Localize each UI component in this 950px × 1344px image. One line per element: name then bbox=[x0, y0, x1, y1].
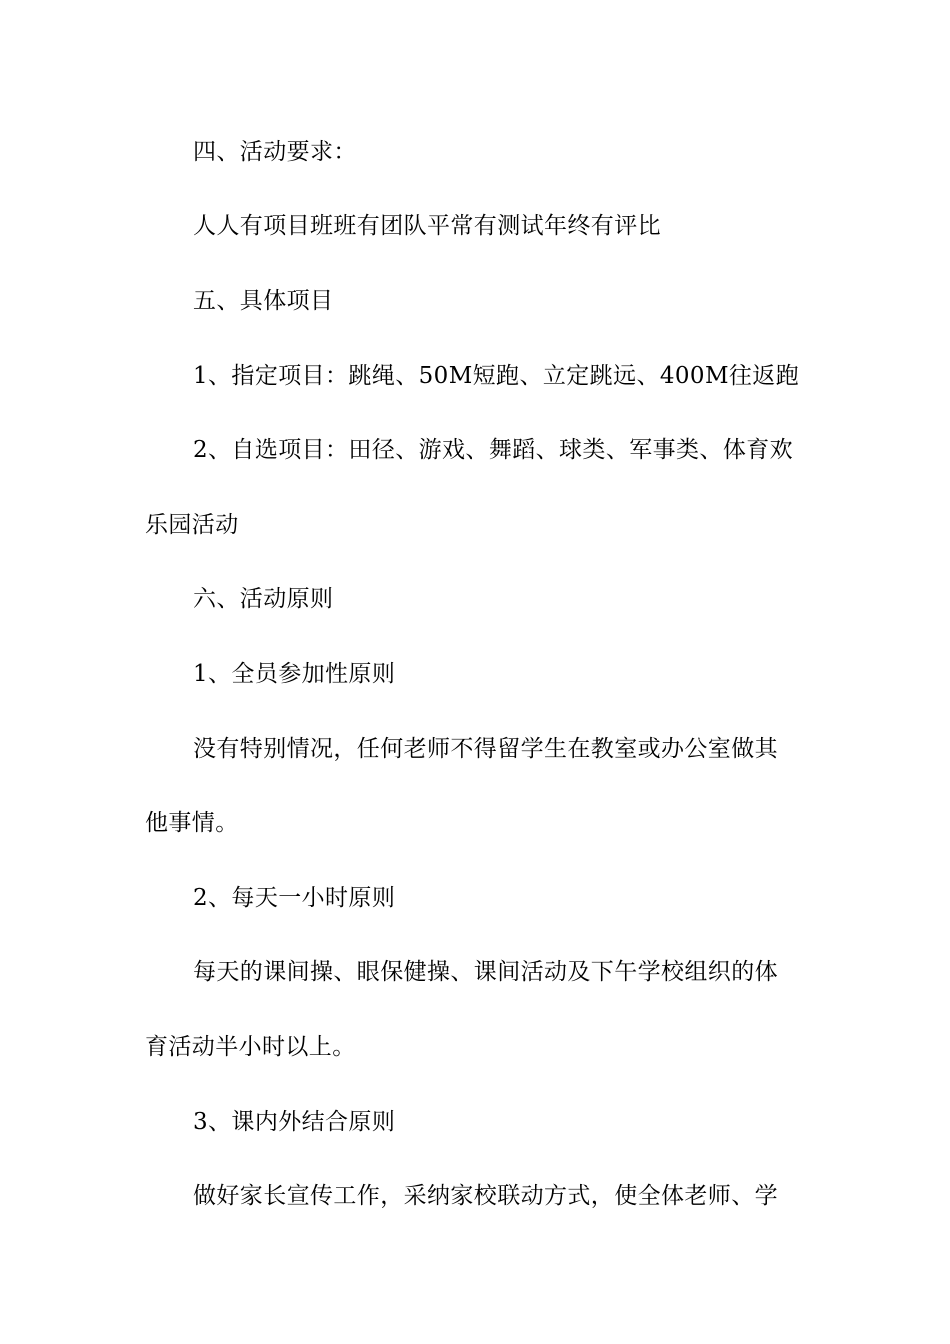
paragraph-one-hour-daily-cont: 育活动半小时以上。 bbox=[145, 1034, 356, 1060]
section-heading-principles: 六、活动原则 bbox=[193, 586, 334, 612]
paragraph-in-out-class: 做好家长宣传工作，采纳家校联动方式，使全体老师、学 bbox=[193, 1183, 778, 1209]
paragraph-requirements: 人人有项目班班有团队平常有测试年终有评比 bbox=[193, 213, 661, 239]
subheading-full-participation: 1、全员参加性原则 bbox=[193, 661, 396, 687]
paragraph-full-participation: 没有特别情况，任何老师不得留学生在教室或办公室做其 bbox=[193, 736, 778, 762]
list-item-optional-projects-cont: 乐园活动 bbox=[145, 512, 239, 538]
paragraph-full-participation-cont: 他事情。 bbox=[145, 810, 239, 836]
subheading-one-hour-daily: 2、每天一小时原则 bbox=[193, 885, 396, 911]
paragraph-one-hour-daily: 每天的课间操、眼保健操、课间活动及下午学校组织的体 bbox=[193, 959, 778, 985]
section-heading-requirements: 四、活动要求： bbox=[193, 139, 357, 165]
list-item-designated-projects: 1、指定项目：跳绳、50M短跑、立定跳远、400M往返跑 bbox=[193, 363, 800, 389]
section-heading-projects: 五、具体项目 bbox=[193, 288, 334, 314]
subheading-in-out-class: 3、课内外结合原则 bbox=[193, 1109, 396, 1135]
list-item-optional-projects: 2、自选项目：田径、游戏、舞蹈、球类、军事类、体育欢 bbox=[193, 437, 794, 463]
